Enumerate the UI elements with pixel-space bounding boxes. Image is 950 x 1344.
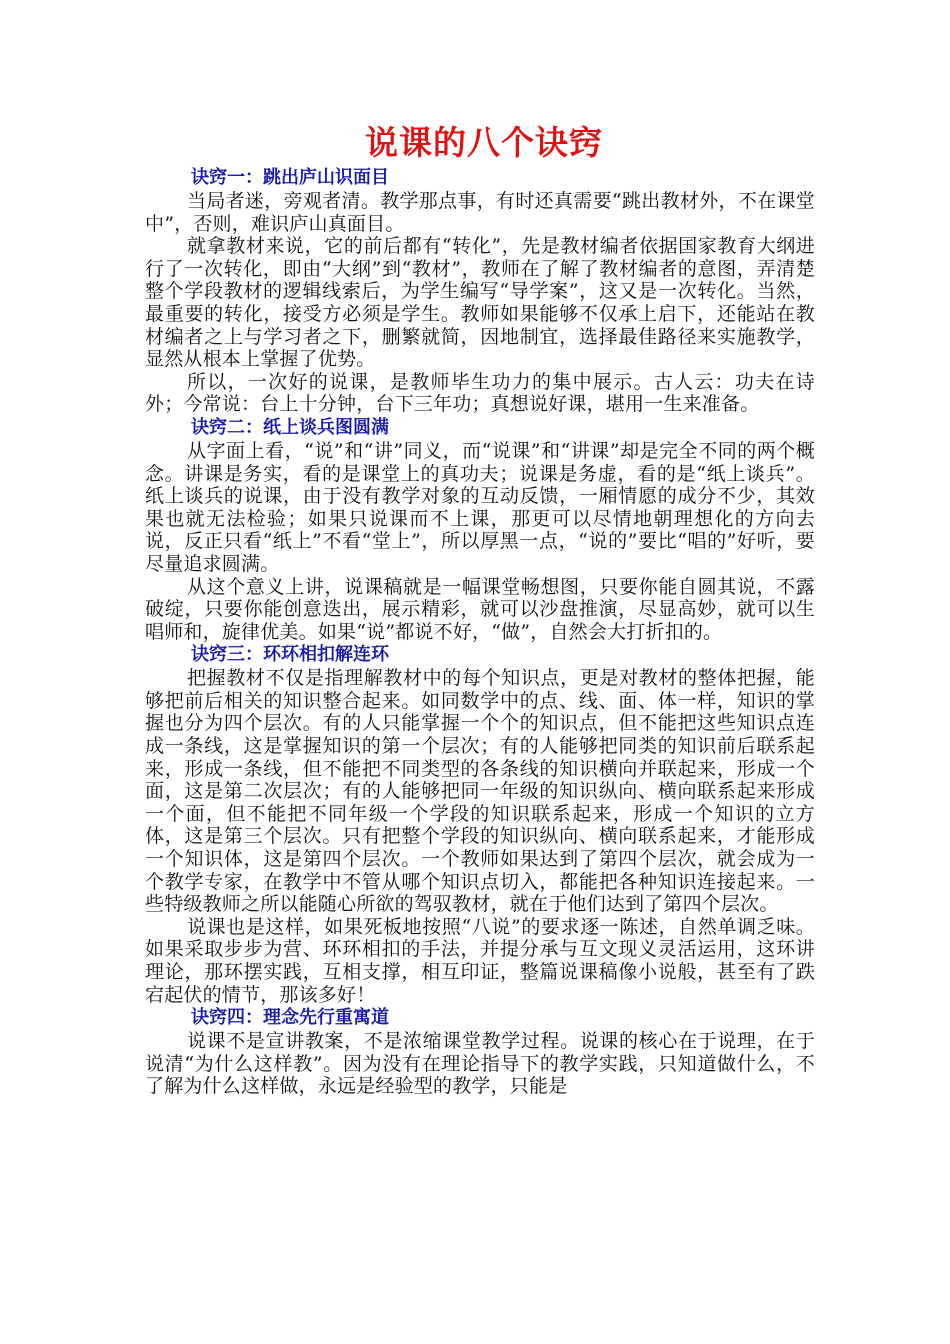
document-title: 说课的八个诀窍 [365,123,603,162]
section-2 [145,416,815,643]
section-3 [145,643,815,1006]
paragraph: 所以，一次好的说课，是教师毕生功力的集中展示。古人云：功夫在诗外；今常说：台上十分钟，台下三年功；真想说好课，堪用一生来准备。 [145,370,815,416]
paragraph: 就拿教材来说，它的前后都有“转化”，先是教材编者依据国家教育大纲进行了一次转化，即由“大纲”到“教材”，教师在了解了教材编者的意图，弄清楚整个学段教材的逻辑线索后，为学生编写“导学案”，这又是一次转化。当然，最重要的转化，接受方必须是学生。教师如果能够不仅承上启下，还能站在教材编者之上与学习者之下，删繁就简，因地制宜，选择最佳路径来实施教学，显然从根本上掌握了优势。 [145,235,815,371]
paragraph: 说课不是宣讲教案，不是浓缩课堂教学过程。说课的核心在于说理，在于说清“为什么这样教”。因为没有在理论指导下的教学实践，只知道做什么，不了解为什么这样做，永远是经验型的教学，只能是 [145,1030,815,1098]
section-heading: 诀窍三：环环相扣解连环 [191,644,389,666]
paragraph: 把握教材不仅是指理解教材中的每个知识点，更是对教材的整体把握，能够把前后相关的知识整合起来。如同数学中的点、线、面、体一样，知识的掌握也分为四个层次。有的人只能掌握一个个的知识点，但不能把这些知识点连成一条线，这是掌握知识的第一个层次；有的人能够把同类的知识前后联系起来，形成一条线，但不能把不同类型的各条线的知识横向并联起来，形成一个面，这是第二次层次；有的人能够把同一年级的知识纵向、横向联系起来形成一个面，但不能把不同年级一个学段的知识联系起来，形成一个知识的立方体，这是第三个层次。只有把整个学段的知识纵向、横向联系起来，才能形成一个知识体，这是第四个层次。一个教师如果达到了第四个层次，就会成为一个教学专家，在教学中不管从哪个知识点切入，都能把各种知识连接起来。一些特级教师之所以能随心所欲的驾驭教材，就在于他们达到了第四个层次。 [145,667,815,916]
paragraph: 说课也是这样，如果死板地按照“八说”的要求逐一陈述，自然单调乏味。如果采取步步为营、环环相扣的手法，并提分承与互文现义灵活运用，这环讲理论，那环摆实践，互相支撑，相互印证，整篇说课稿像小说般，甚至有了跌宕起伏的情节，那该多好！ [145,915,815,1006]
paragraph: 从这个意义上讲，说课稿就是一幅课堂畅想图，只要你能自圆其说，不露破绽，只要你能创意迭出，展示精彩，就可以沙盘推演，尽显高妙，就可以生唱师和，旋律优美。如果“说”都说不好，“做”，自然会大打折扣的。 [145,575,815,643]
document-page [145,122,815,1098]
section-heading: 诀窍一：跳出庐山识面目 [191,167,389,188]
paragraph: 当局者迷，旁观者清。教学那点事，有时还真需要“跳出教材外，不在课堂中”，否则，难识庐山真面目。 [145,190,815,235]
section-4 [145,1006,815,1098]
section-heading: 诀窍四：理念先行重寓道 [191,1007,389,1029]
paragraph: 从字面上看，“说”和“讲”同义，而“说课”和“讲课”却是完全不同的两个概念。讲课是务实，看的是课堂上的真功夫；说课是务虚，看的是“纸上谈兵”。纸上谈兵的说课，由于没有教学对象的互动反馈，一厢情愿的成分不少，其效果也就无法检验；如果只说课而不上课，那更可以尽情地朝理想化的方向去说，反正只看“纸上”不看“堂上”，所以厚黑一点，“说的”要比“唱的”好听，要尽量追求圆满。 [145,439,815,575]
section-heading: 诀窍二：纸上谈兵图圆满 [191,416,389,438]
section-1 [145,166,815,416]
